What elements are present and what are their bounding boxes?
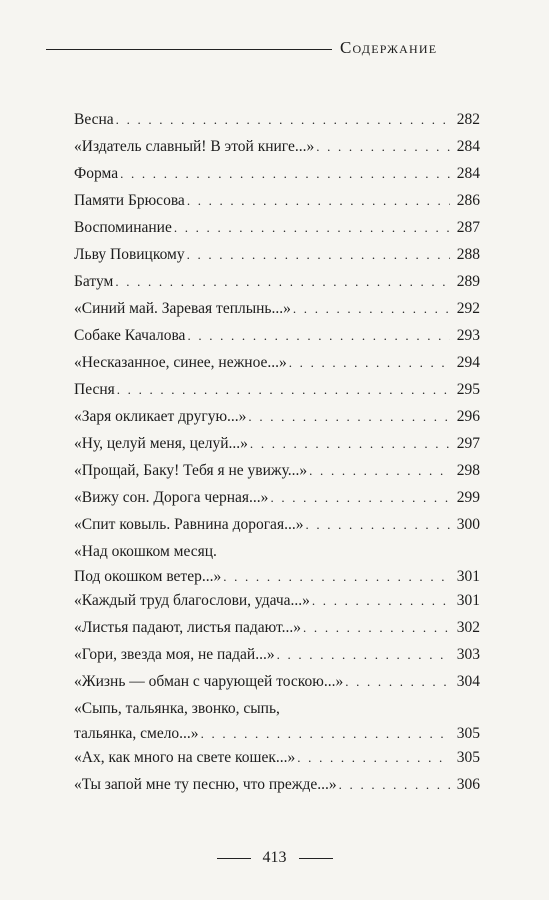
toc-entry: [74, 381, 480, 408]
toc-entry-title: «Ты запой мне ту песню, что прежде...»: [74, 776, 337, 793]
dot-leader: [312, 593, 450, 609]
toc-entry-page: 297: [456, 435, 480, 452]
dot-leader: [117, 382, 450, 398]
toc-entry-title: «Несказанное, синее, нежное...»: [74, 354, 287, 371]
dot-leader: [201, 726, 450, 742]
toc-entry-page: 299: [456, 489, 480, 506]
page-footer: [0, 848, 549, 868]
toc-entry-two-line: [74, 543, 480, 592]
toc-entry: [74, 619, 480, 646]
toc-entry-page: 287: [456, 219, 480, 236]
toc-entry-page: 302: [456, 619, 480, 636]
dot-leader: [120, 166, 450, 182]
toc-entry: [74, 246, 480, 273]
toc-entry-page: 303: [456, 646, 480, 663]
running-header-title: Содержание: [340, 38, 438, 57]
toc-entry-page: 282: [456, 111, 480, 128]
toc-entry-title-line1: «Сыпь, тальянка, звонко, сыпь,: [74, 700, 280, 717]
toc-entry-title: «Спит ковыль. Равнина дорогая...»: [74, 516, 304, 533]
dot-leader: [223, 569, 450, 585]
toc-entry-title: «Ну, целуй меня, целуй...»: [74, 435, 248, 452]
toc-entry-title: «Ах, как много на свете кошек...»: [74, 749, 296, 766]
dot-leader: [339, 777, 450, 793]
toc-entry-title: Песня: [74, 381, 115, 398]
toc-entry-page: 300: [456, 516, 480, 533]
toc-entry: [74, 776, 480, 803]
toc-entry-title: «Вижу сон. Дорога черная...»: [74, 489, 269, 506]
header-rule: [46, 49, 332, 50]
toc-entry-title: «Синий май. Заревая теплынь...»: [74, 300, 291, 317]
dot-leader: [303, 620, 450, 636]
toc-entry: [74, 219, 480, 246]
toc-entry: [74, 327, 480, 354]
toc-entry-page: 286: [456, 192, 480, 209]
dot-leader: [174, 220, 450, 236]
toc-entry-title: «Жизнь — обман с чарующей тоскою...»: [74, 673, 344, 690]
toc-entry-title: «Гори, звезда моя, не падай...»: [74, 646, 275, 663]
toc-entry-page: 293: [456, 327, 480, 344]
dot-leader: [289, 355, 450, 371]
toc-entry: [74, 749, 480, 776]
toc-entry-page: 305: [456, 725, 480, 742]
toc-entry-page: 301: [456, 568, 480, 585]
dot-leader: [248, 409, 450, 425]
toc-entry-title: Льву Повицкому: [74, 246, 185, 263]
toc-entry-title: «Прощай, Баку! Тебя я не увижу...»: [74, 462, 308, 479]
toc-entry: [74, 138, 480, 165]
toc-entry-page: 296: [456, 408, 480, 425]
dot-leader: [309, 463, 450, 479]
toc-entry: [74, 435, 480, 462]
dot-leader: [187, 328, 450, 344]
dot-leader: [305, 517, 450, 533]
toc-entry: [74, 646, 480, 673]
toc-entry-title: Форма: [74, 165, 119, 182]
toc-entry-page: 298: [456, 462, 480, 479]
toc-entry: [74, 592, 480, 619]
toc-entry: [74, 408, 480, 435]
dot-leader: [115, 274, 450, 290]
toc-entry: [74, 192, 480, 219]
toc-entry-title-line2: Под окошком ветер...»: [74, 568, 222, 585]
toc-entry-page: 305: [456, 749, 480, 766]
toc-entry-page: 284: [456, 138, 480, 155]
toc-entry-title: «Издатель славный! В этой книге...»: [74, 138, 315, 155]
dot-leader: [277, 647, 450, 663]
toc-entry-page: 304: [456, 673, 480, 690]
footer-dash-right: [299, 858, 333, 859]
dot-leader: [316, 139, 450, 155]
toc-entry: [74, 165, 480, 192]
toc-entry: [74, 273, 480, 300]
toc-entry-title: Весна: [74, 111, 114, 128]
toc-entry-title: Собаке Качалова: [74, 327, 186, 344]
table-of-contents: [74, 111, 480, 803]
toc-entry-page: 294: [456, 354, 480, 371]
dot-leader: [297, 750, 450, 766]
toc-entry-page: 284: [456, 165, 480, 182]
toc-entry: [74, 111, 480, 138]
toc-entry-page: 289: [456, 273, 480, 290]
toc-entry-title: «Листья падают, листья падают...»: [74, 619, 302, 636]
toc-entry: [74, 516, 480, 543]
toc-entry-title-line1: «Над окошком месяц.: [74, 543, 217, 560]
dot-leader: [270, 490, 450, 506]
dot-leader: [116, 112, 450, 128]
toc-entry-title: «Заря окликает другую...»: [74, 408, 247, 425]
toc-entry: [74, 354, 480, 381]
toc-entry-page: 306: [456, 776, 480, 793]
toc-entry-title-line2: тальянка, смело...»: [74, 725, 199, 742]
toc-entry: [74, 462, 480, 489]
dot-leader: [293, 301, 450, 317]
toc-entry-page: 292: [456, 300, 480, 317]
toc-entry-page: 301: [456, 592, 480, 609]
dot-leader: [187, 247, 450, 263]
toc-entry-page: 288: [456, 246, 480, 263]
toc-entry-title: Воспоминание: [74, 219, 172, 236]
toc-entry: [74, 489, 480, 516]
toc-entry-two-line: [74, 700, 480, 749]
page-number: 413: [262, 849, 287, 866]
dot-leader: [187, 193, 450, 209]
dot-leader: [250, 436, 450, 452]
dot-leader: [345, 674, 450, 690]
toc-entry-title: Батум: [74, 273, 114, 290]
toc-entry-title: «Каждый труд благослови, удача...»: [74, 592, 310, 609]
footer-dash-left: [217, 858, 251, 859]
toc-entry: [74, 300, 480, 327]
toc-entry-title: Памяти Брюсова: [74, 192, 185, 209]
toc-entry-page: 295: [456, 381, 480, 398]
toc-entry: [74, 673, 480, 700]
